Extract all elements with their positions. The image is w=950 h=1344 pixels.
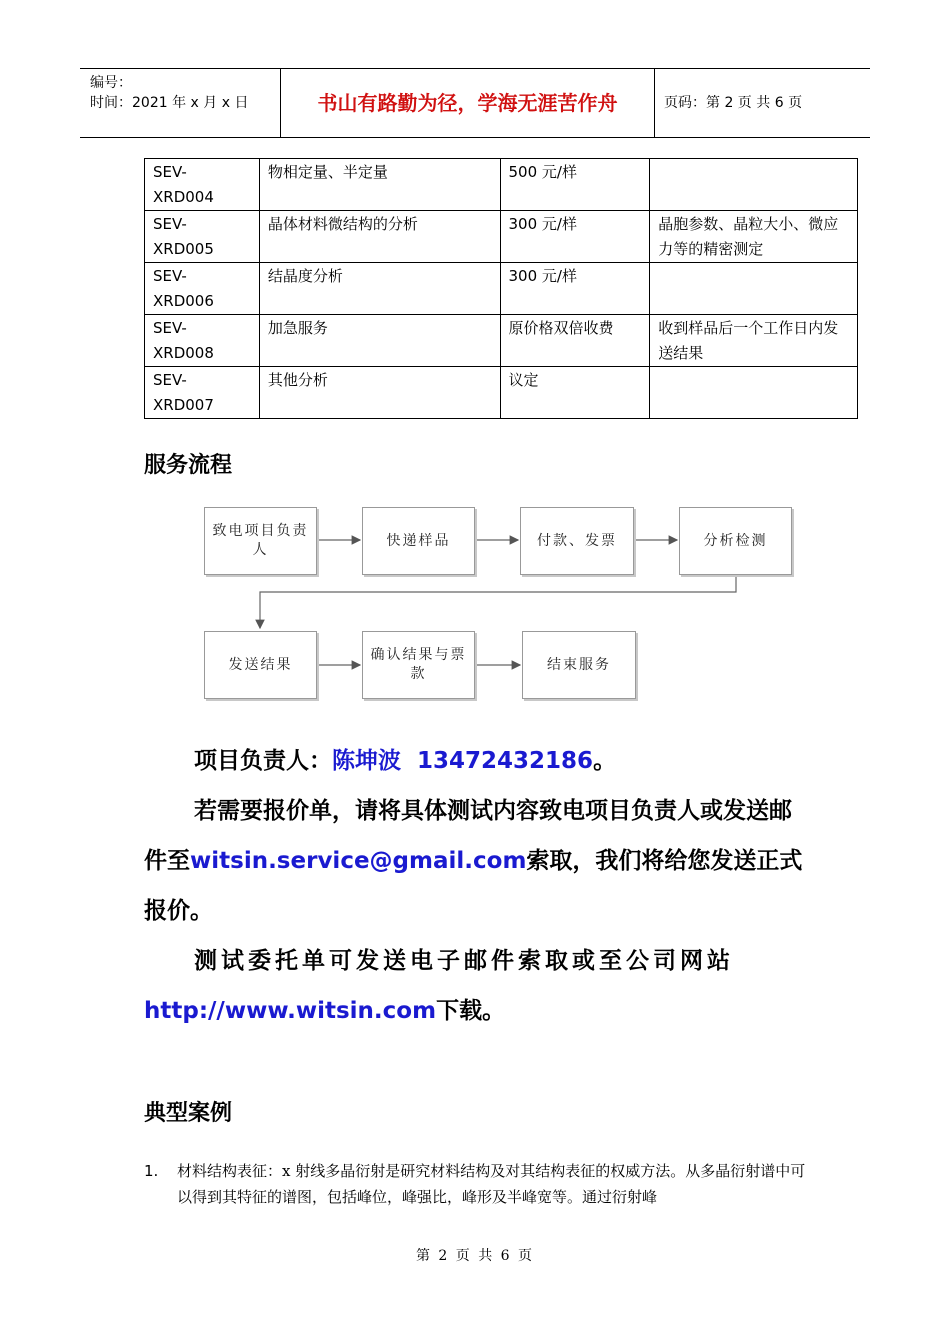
manager-phone[interactable]: 13472432186 — [417, 748, 594, 774]
table-row — [145, 263, 858, 315]
service-price-table — [144, 158, 858, 419]
service-price: 500 元/样 — [500, 159, 650, 211]
service-name: 其他分析 — [259, 367, 500, 419]
service-name: 物相定量、半定量 — [259, 159, 500, 211]
service-code: SEV- XRD006 — [145, 263, 260, 315]
document-number: 编号： — [90, 75, 132, 91]
project-manager-line: 项目负责人：陈坤波 13472432186。 — [194, 748, 617, 774]
case-item-number: 1. — [144, 1162, 159, 1180]
service-name: 晶体材料微结构的分析 — [259, 211, 500, 263]
flow-step-call-manager: 致电项目负责人 — [204, 507, 317, 575]
service-note: 收到样品后一个工作日内发送结果 — [650, 315, 858, 367]
email-link[interactable]: witsin.service@gmail.com — [190, 848, 527, 874]
table-row — [145, 315, 858, 367]
service-name: 结晶度分析 — [259, 263, 500, 315]
document-date: 时间：2021 年 x 月 x 日 — [90, 95, 249, 111]
table-row — [145, 367, 858, 419]
service-code: SEV- XRD007 — [145, 367, 260, 419]
flow-step-end-service: 结束服务 — [522, 631, 636, 699]
flow-connectors — [0, 500, 950, 710]
header-page-number: 页码：第 2 页 共 6 页 — [664, 95, 803, 111]
service-price: 300 元/样 — [500, 211, 650, 263]
header-motto: 书山有路勤为径，学海无涯苦作舟 — [280, 69, 655, 137]
service-note: 晶胞参数、晶粒大小、微应力等的精密测定 — [650, 211, 858, 263]
manager-name: 陈坤波 — [332, 748, 401, 774]
flow-step-payment-invoice: 付款、发票 — [520, 507, 634, 575]
flow-step-send-results: 发送结果 — [204, 631, 317, 699]
case-item-text: 材料结构表征：x 射线多晶衍射是研究材料结构及对其结构表征的权威方法。从多晶衍射谱中可以得到其特征的谱图，包括峰位，峰强比，峰形及半峰宽等。通过衍射峰 — [177, 1162, 806, 1206]
service-note — [650, 159, 858, 211]
flow-arrow — [260, 576, 736, 628]
service-name: 加急服务 — [259, 315, 500, 367]
service-code: SEV- XRD004 — [145, 159, 260, 211]
service-price: 原价格双倍收费 — [500, 315, 650, 367]
website-link[interactable]: http://www.witsin.com — [144, 998, 437, 1024]
header-meta — [80, 69, 280, 137]
service-flow-diagram — [0, 500, 950, 710]
service-price: 议定 — [500, 367, 650, 419]
flow-step-analysis: 分析检测 — [679, 507, 792, 575]
page-header — [80, 68, 870, 138]
flow-step-ship-sample: 快递样品 — [362, 507, 475, 575]
section-title-service-flow: 服务流程 — [144, 453, 233, 478]
section-title-typical-cases: 典型案例 — [144, 1101, 233, 1126]
table-row — [145, 159, 858, 211]
service-note — [650, 367, 858, 419]
table-row — [145, 211, 858, 263]
service-price: 300 元/样 — [500, 263, 650, 315]
service-note — [650, 263, 858, 315]
page-footer: 第 2 页 共 6 页 — [415, 1248, 535, 1264]
form-download-paragraph: 测试委托单可发送电子邮件索取或至公司网站http://www.witsin.com下载。 — [144, 948, 734, 1024]
quote-request-paragraph: 若需要报价单，请将具体测试内容致电项目负责人或发送邮件至witsin.service@gmail.com索取，我们将给您发送正式报价。 — [144, 798, 803, 924]
flow-step-confirm-results: 确认结果与票款 — [362, 631, 475, 699]
service-code: SEV- XRD008 — [145, 315, 260, 367]
service-code: SEV- XRD005 — [145, 211, 260, 263]
case-list-item — [144, 1158, 808, 1210]
